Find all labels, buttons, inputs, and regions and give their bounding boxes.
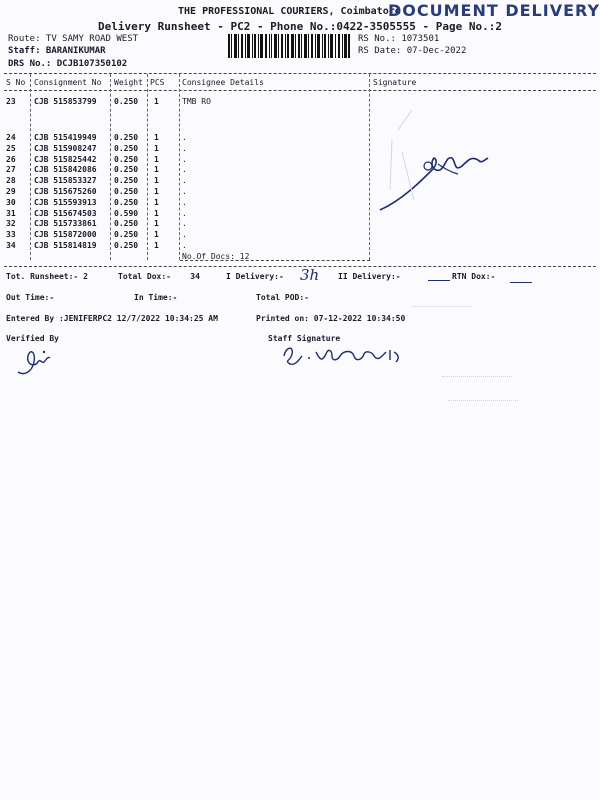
cell-pcs: 1	[154, 176, 159, 186]
cell-weight: 0.250	[114, 197, 139, 207]
col-sep	[369, 74, 370, 260]
col-header-weight: Weight	[114, 78, 143, 87]
cell-consignment: CJB 515853799	[34, 97, 97, 106]
table-row	[6, 219, 366, 230]
company-name: THE PROFESSIONAL COURIERS, Coimbatore	[178, 6, 401, 17]
cell-consignee: .	[182, 176, 187, 186]
cell-consignment: CJB 515842086	[34, 165, 97, 175]
col-header-consignee: Consignee Details	[182, 78, 264, 87]
cell-consignee: .	[182, 230, 187, 240]
cell-sno: 34	[6, 241, 16, 250]
in-time: In Time:-	[134, 293, 178, 302]
cell-pcs: 1	[154, 219, 159, 229]
runsheet-title: Delivery Runsheet - PC2 - Phone No.:0422-3505555 - Page No.:2	[98, 20, 502, 33]
table-row	[6, 241, 366, 252]
cell-weight: 0.250	[114, 154, 139, 164]
cell-pcs: 1	[154, 143, 159, 153]
cell-weight: 0.250	[114, 176, 139, 186]
table-row	[6, 155, 366, 166]
col-header-consignment: Consignment No	[34, 78, 102, 87]
tot-runsheet: Tot. Runsheet:- 2	[6, 272, 88, 281]
table-row	[6, 230, 366, 241]
cell-consignment: CJB 515593913	[34, 197, 97, 207]
cell-pcs: 1	[154, 133, 159, 142]
cell-weight: 0.250	[114, 219, 139, 229]
table-row	[6, 187, 366, 198]
table-row	[6, 144, 366, 155]
col-header-pcs: PCS	[150, 78, 165, 87]
table-row	[6, 97, 366, 108]
cell-consignee: .	[182, 154, 187, 164]
cell-consignment: CJB 515733861	[34, 219, 97, 229]
cell-consignment: CJB 515814819	[34, 241, 97, 250]
cell-sno: 26	[6, 154, 16, 164]
table-top-rule	[4, 73, 596, 74]
rs-number: RS No.: 1073501	[358, 34, 440, 44]
cell-sno: 27	[6, 165, 16, 175]
total-pod: Total POD:-	[256, 293, 309, 302]
document-delivery-stamp: DOCUMENT DELIVERY	[388, 1, 600, 20]
rs-date: RS Date: 07-Dec-2022	[358, 46, 467, 56]
cell-consignee: .	[182, 143, 187, 153]
entered-by: Entered By :JENIFERPC2 12/7/2022 10:34:25 AM	[6, 314, 218, 323]
rtn-dox: RTN Dox:-	[452, 272, 496, 281]
cell-sno: 23	[6, 97, 16, 106]
staff-signature-label: Staff Signature	[268, 334, 341, 343]
cell-pcs: 1	[154, 97, 159, 106]
cell-consignee: .	[182, 219, 187, 229]
col-header-signature: Signature	[373, 78, 417, 87]
staff-signature	[282, 340, 412, 370]
cell-sno: 32	[6, 219, 16, 229]
table-row	[6, 198, 366, 209]
cell-sno: 31	[6, 208, 16, 218]
cell-sno: 25	[6, 143, 16, 153]
cell-weight: 0.250	[114, 97, 139, 106]
cell-weight: 0.250	[114, 165, 139, 175]
cell-pcs: 1	[154, 187, 159, 196]
cell-consignment: CJB 515674503	[34, 208, 97, 218]
cell-consignment: CJB 515825442	[34, 154, 97, 164]
cell-pcs: 1	[154, 230, 159, 240]
barcode	[228, 34, 350, 58]
cell-consignee: TMB RO	[182, 97, 211, 106]
table-row	[6, 133, 366, 144]
cell-weight: 0.250	[114, 143, 139, 153]
cell-weight: 0.250	[114, 241, 139, 250]
delivery-signature	[372, 100, 596, 230]
ii-delivery-mark	[428, 280, 450, 281]
table-row	[6, 176, 366, 187]
cell-weight: 0.590	[114, 208, 139, 218]
cell-consignee: .	[182, 165, 187, 175]
cell-consignment: CJB 515908247	[34, 143, 97, 153]
cell-consignment: CJB 515872000	[34, 230, 97, 240]
cell-pcs: 1	[154, 208, 159, 218]
cell-consignment: CJB 515419949	[34, 133, 97, 142]
ii-delivery: II Delivery:-	[338, 272, 401, 281]
i-delivery-handwritten: 3h	[300, 266, 320, 284]
printed-on: Printed on: 07-12-2022 10:34:50	[256, 314, 406, 323]
cell-consignment: CJB 515853327	[34, 176, 97, 186]
table-row	[6, 165, 366, 176]
cell-pcs: 1	[154, 197, 159, 207]
rtn-dox-mark	[510, 282, 532, 283]
cell-sno: 30	[6, 197, 16, 207]
cell-sno: 28	[6, 176, 16, 186]
staff: Staff: BARANIKUMAR	[8, 46, 106, 56]
col-header-sno: S No	[6, 78, 26, 87]
cell-consignee: .	[182, 208, 187, 218]
table-row	[6, 209, 366, 220]
cell-sno: 24	[6, 133, 16, 142]
cell-consignee: .	[182, 187, 187, 196]
cell-pcs: 1	[154, 154, 159, 164]
cell-pcs: 1	[154, 165, 159, 175]
cell-sno: 33	[6, 230, 16, 240]
cell-weight: 0.250	[114, 187, 139, 196]
verifier-signature	[14, 342, 54, 378]
cell-sno: 29	[6, 187, 16, 196]
i-delivery: I Delivery:-	[226, 272, 284, 281]
cell-consignee: .	[182, 197, 187, 207]
total-dox: Total Dox:- 34	[118, 272, 200, 281]
cell-weight: 0.250	[114, 133, 139, 142]
drs-number: DRS No.: DCJB107350102	[8, 59, 128, 69]
out-time: Out Time:-	[6, 293, 55, 302]
cell-consignee: .	[182, 133, 187, 142]
header-bottom-rule	[4, 90, 596, 91]
route: Route: TV SAMY ROAD WEST	[8, 34, 139, 44]
cell-weight: 0.250	[114, 230, 139, 240]
cell-consignee: .	[182, 241, 187, 250]
cell-pcs: 1	[154, 241, 159, 250]
no-of-docs: No.Of Docs: 12	[182, 252, 250, 261]
cell-consignment: CJB 515675260	[34, 187, 97, 196]
verified-by-label: Verified By	[6, 334, 59, 343]
